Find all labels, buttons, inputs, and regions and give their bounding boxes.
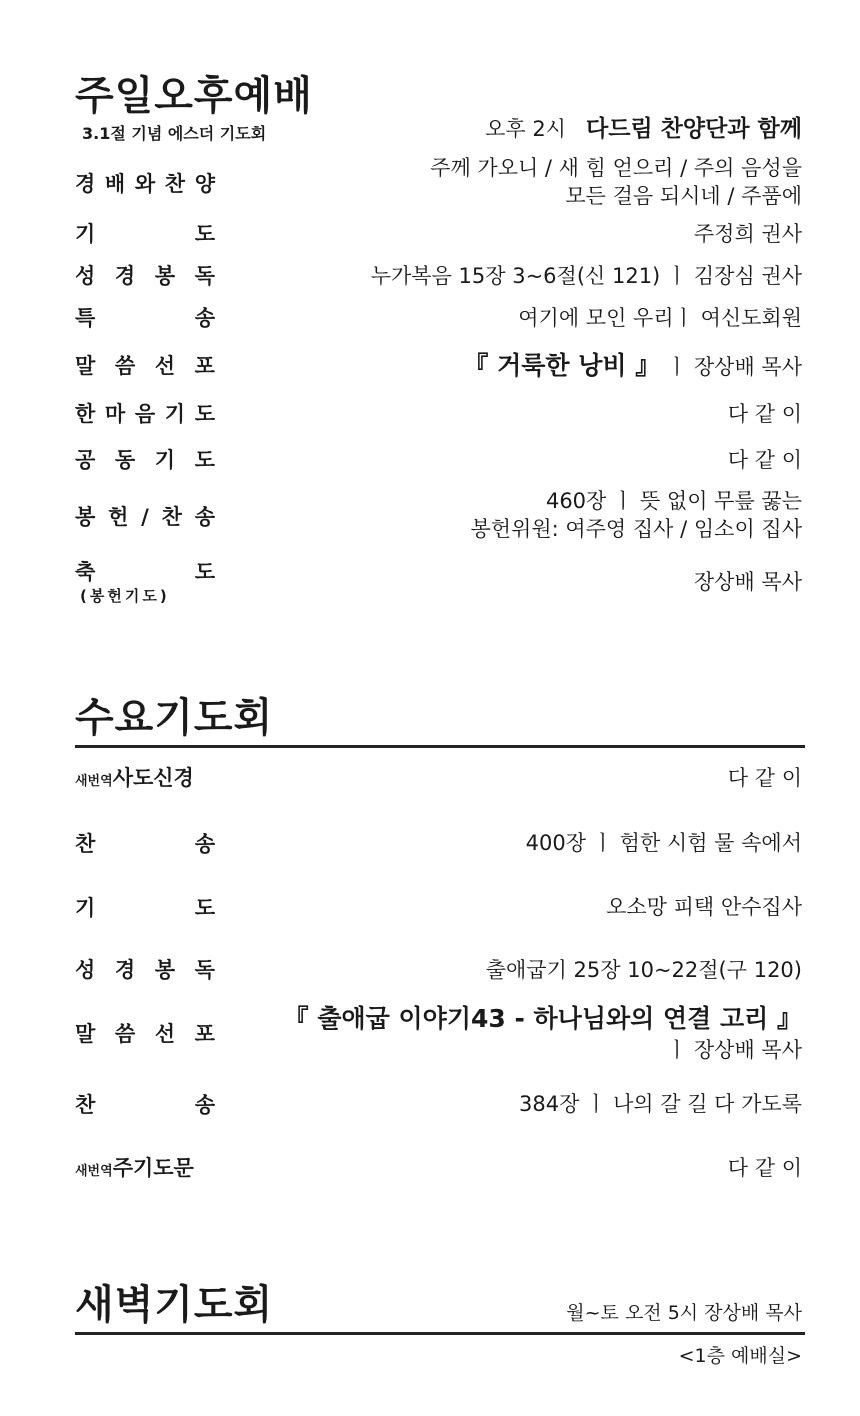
sunday-value-line: 다 같 이: [727, 402, 802, 426]
sunday-label-char: 배: [104, 172, 126, 196]
wed-label-2: [75, 896, 215, 921]
wed-label-text: 사도신경: [112, 766, 194, 790]
sunday-label-char: 씀: [114, 354, 136, 378]
sunday-label-char: 기: [75, 222, 96, 246]
sunday-value-line: 누가복음 15장 3~6절(신 121) ㅣ 김장심 권사: [370, 264, 802, 288]
sunday-value-2: [371, 262, 802, 290]
wednesday-divider: [75, 745, 805, 748]
sunday-label-char: 경: [75, 172, 96, 196]
dawn-schedule: 월~토 오전 5시 장상배 목사: [566, 1302, 802, 1324]
wed-label-char: 찬: [75, 1093, 96, 1117]
sunday-label-char: 도: [194, 402, 215, 426]
sunday-label-char: /: [141, 505, 149, 529]
wed-label-6: [75, 1156, 215, 1181]
sunday-label-1: [75, 222, 215, 247]
sunday-label-5: [75, 402, 215, 427]
sunday-label-char: 도: [194, 448, 215, 472]
sunday-label-3: [75, 306, 215, 331]
sunday-label-char: 한: [75, 402, 96, 426]
sunday-label-char: 도: [194, 560, 215, 584]
wed-value-6: [728, 1154, 802, 1182]
wed-value-3: [486, 956, 802, 984]
sunday-label-char: 마: [104, 402, 126, 426]
sunday-label-char: 기: [154, 448, 176, 472]
wed-value-line: 384장 ㅣ 나의 갈 길 다 가도록: [519, 1092, 802, 1116]
sunday-label-char: 송: [194, 306, 215, 330]
wed-value-4: [284, 1002, 802, 1064]
sunday-label-char: 성: [75, 264, 96, 288]
sunday-label-char: 찬: [164, 172, 186, 196]
wed-value-5: [519, 1090, 802, 1118]
sunday-sermon-line: [463, 349, 802, 383]
wed-value-1: [526, 829, 802, 857]
sunday-value-line: 460장 ㅣ 뜻 없이 무릎 꿇는: [545, 489, 802, 513]
sunday-label-char: 찬: [161, 505, 182, 529]
wed-label-4: [75, 1022, 215, 1047]
sunday-label-char: 도: [194, 222, 215, 246]
wed-label-prefix: 새번역: [75, 1164, 113, 1179]
sunday-value-6: [728, 446, 802, 474]
wed-value-line: 출애굽기 25장 10~22절(구 120): [485, 958, 802, 982]
sunday-label-char: 와: [134, 172, 156, 196]
sunday-value-line: 모든 걸음 되시네 / 주품에: [565, 184, 802, 209]
sunday-label-char: 공: [75, 448, 96, 472]
sunday-label-6: [75, 448, 215, 473]
wed-label-char: 찬: [75, 832, 96, 856]
sunday-sermon-title: 『 거룩한 낭비 』: [463, 351, 661, 380]
sunday-title: 주일오후예배: [75, 73, 313, 119]
sunday-label-7: [75, 505, 215, 530]
sunday-label-char: 특: [75, 306, 96, 330]
sunday-label-char: 동: [114, 448, 136, 472]
wed-label-1: [75, 832, 215, 857]
sunday-value-line: 장상배 목사: [693, 570, 802, 594]
wednesday-title: 수요기도회: [75, 695, 274, 741]
wed-label-char: 선: [154, 1022, 176, 1046]
wed-label-prefix: 새번역: [75, 774, 113, 789]
sunday-value-3: [518, 304, 802, 332]
dawn-title: 새벽기도회: [75, 1282, 274, 1328]
sunday-with: 다드림 찬양단과 함께: [586, 116, 802, 142]
wed-label-char: 봉: [154, 958, 176, 982]
sunday-label-char: 포: [194, 354, 215, 378]
wed-label-3: [75, 958, 215, 983]
wed-label-0: [75, 766, 215, 791]
sunday-label-char: 송: [194, 505, 215, 529]
wed-sermon-title: 『 출애굽 이야기43 - 하나님와의 연결 고리 』: [283, 1004, 802, 1033]
wed-label-char: 기: [75, 896, 96, 920]
wed-label-char: 경: [114, 958, 136, 982]
wed-label-5: [75, 1093, 215, 1118]
sunday-label-2: [75, 264, 215, 289]
sunday-value-line: 봉헌위원: 여주영 집사 / 임소이 집사: [470, 517, 802, 542]
sunday-time: 오후 2시: [485, 117, 566, 141]
sunday-value-7: [470, 487, 802, 544]
wed-value-line: 다 같 이: [727, 766, 802, 790]
wed-label-char: 씀: [114, 1022, 136, 1046]
sunday-value-5: [728, 400, 802, 428]
sunday-value-1: [694, 220, 802, 248]
sunday-subtitle: 3.1절 기념 에스더 기도회: [82, 124, 267, 143]
sunday-value-line: 여기에 모인 우리ㅣ 여신도회원: [518, 306, 802, 330]
sunday-label-char: 기: [164, 402, 186, 426]
wed-label-char: 성: [75, 958, 96, 982]
sunday-label-char: 음: [134, 402, 156, 426]
wed-value-line: 400장 ㅣ 험한 시험 물 속에서: [525, 831, 802, 855]
sunday-label-char: 봉: [154, 264, 176, 288]
sunday-value-line: 주정희 권사: [693, 222, 802, 246]
dawn-divider: [75, 1332, 805, 1335]
sunday-value-4: [463, 349, 802, 383]
sunday-label-char: 양: [194, 172, 215, 196]
sunday-value-0: [430, 154, 802, 211]
wed-label-char: 송: [194, 832, 215, 856]
wed-label-char: 독: [194, 958, 215, 982]
wed-label-char: 도: [194, 896, 215, 920]
sunday-label-char: 경: [114, 264, 136, 288]
wed-value-line: 다 같 이: [727, 1156, 802, 1180]
sunday-value-line: 다 같 이: [727, 448, 802, 472]
sunday-value-8: [694, 568, 802, 596]
wed-value-0: [728, 764, 802, 792]
sunday-label-4: [75, 354, 215, 379]
sunday-preacher: ㅣ 장상배 목사: [660, 355, 802, 379]
sunday-time-line: [485, 114, 802, 145]
sunday-label-note: (봉헌기도): [80, 587, 170, 605]
wed-label-char: 송: [194, 1093, 215, 1117]
wed-label-char: 포: [194, 1022, 215, 1046]
wed-value-line: 오소망 피택 안수집사: [606, 895, 802, 919]
sunday-label-char: 선: [154, 354, 176, 378]
dawn-location: <1층 예배실>: [678, 1345, 802, 1367]
sunday-label-char: 축: [75, 560, 96, 584]
wed-value-2: [606, 893, 802, 921]
sunday-value-line: 주께 가오니 / 새 힘 얻으리 / 주의 음성을: [430, 156, 802, 180]
sunday-label-char: 헌: [108, 505, 129, 529]
sunday-label-char: 독: [194, 264, 215, 288]
wed-label-text: 주기도문: [112, 1156, 194, 1180]
sunday-label-8: [75, 560, 215, 585]
wed-preacher: ㅣ 장상배 목사: [666, 1037, 802, 1062]
sunday-label-0: [75, 172, 215, 197]
sunday-label-char: 말: [75, 354, 96, 378]
wed-label-char: 말: [75, 1022, 96, 1046]
sunday-label-char: 봉: [75, 505, 96, 529]
